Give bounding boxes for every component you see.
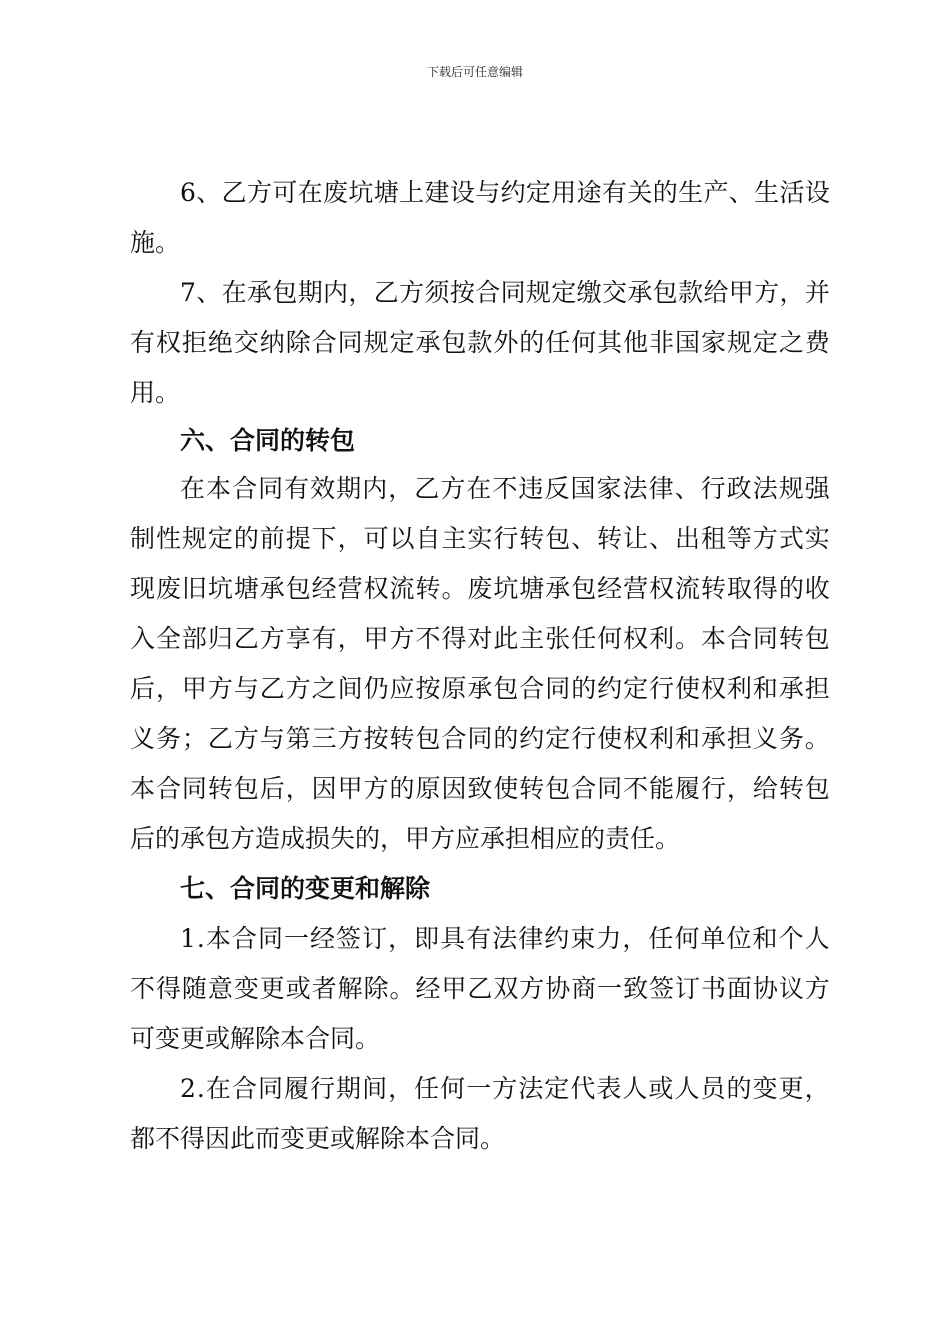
- paragraph-line: 在 本 合 同 有 效 期 内 ， 乙 方 在 不 违 反 国 家 法 律 、 行 政 法 规 强: [180, 474, 830, 503]
- paragraph-line: 有 权 拒 绝 交 纳 除 合 同 规 定 承 包 款 外 的 任 何 其 他 非 国 家 规 定 之 费: [130, 328, 830, 357]
- paragraph-line: 本 合 同 转 包 后 ， 因 甲 方 的 原 因 致 使 转 包 合 同 不 能 履 行 ， 给 转 包: [130, 774, 830, 803]
- paragraph-line: 制 性 规 定 的 前 提 下 ， 可 以 自 主 实 行 转 包 、 转 让 、 出 租 等 方 式 实: [130, 524, 830, 553]
- paragraph-line: 现 废 旧 坑 塘 承 包 经 营 权 流 转 。 废 坑 塘 承 包 经 营 权 流 转 取 得 的 收: [130, 574, 830, 603]
- paragraph-line: 可变更或解除本合同。: [130, 1024, 381, 1053]
- paragraph-line: 6 、 乙 方 可 在 废 坑 塘 上 建 设 与 约 定 用 途 有 关 的 生 产 、 生 活 设: [180, 178, 830, 207]
- paragraph-line: 义 务 ； 乙 方 与 第 三 方 按 转 包 合 同 的 约 定 行 使 权 利 和 承 担 义 务 。: [130, 724, 830, 753]
- paragraph-line: 不 得 随 意 变 更 或 者 解 除 。 经 甲 乙 双 方 协 商 一 致 签 订 书 面 协 议 方: [130, 974, 830, 1003]
- paragraph-line: 2 . 在 合 同 履 行 期 间 ， 任 何 一 方 法 定 代 表 人 或 人 员 的 变 更 ，: [180, 1074, 830, 1103]
- paragraph-line: 施。: [130, 228, 181, 257]
- paragraph-line: 7 、 在 承 包 期 内 ， 乙 方 须 按 合 同 规 定 缴 交 承 包 款 给 甲 方 ， 并: [180, 278, 830, 307]
- section-heading: 六、合同的转包: [180, 426, 356, 455]
- paragraph-line: 后的承包方造成损失的，甲方应承担相应的责任。: [130, 824, 681, 853]
- paragraph-line: 后 ， 甲 方 与 乙 方 之 间 仍 应 按 原 承 包 合 同 的 约 定 行 使 权 利 和 承 担: [130, 674, 830, 703]
- section-heading: 七、合同的变更和解除: [180, 874, 431, 903]
- paragraph-line: 都不得因此而变更或解除本合同。: [130, 1124, 506, 1153]
- page-header-note: 下载后可任意编辑: [426, 65, 523, 79]
- paragraph-line: 入 全 部 归 乙 方 享 有 ， 甲 方 不 得 对 此 主 张 任 何 权 利 。 本 合 同 转 包: [130, 624, 830, 653]
- paragraph-line: 用。: [130, 378, 181, 407]
- paragraph-line: 1 . 本 合 同 一 经 签 订 ， 即 具 有 法 律 约 束 力 ， 任 何 单 位 和 个 人: [180, 924, 830, 953]
